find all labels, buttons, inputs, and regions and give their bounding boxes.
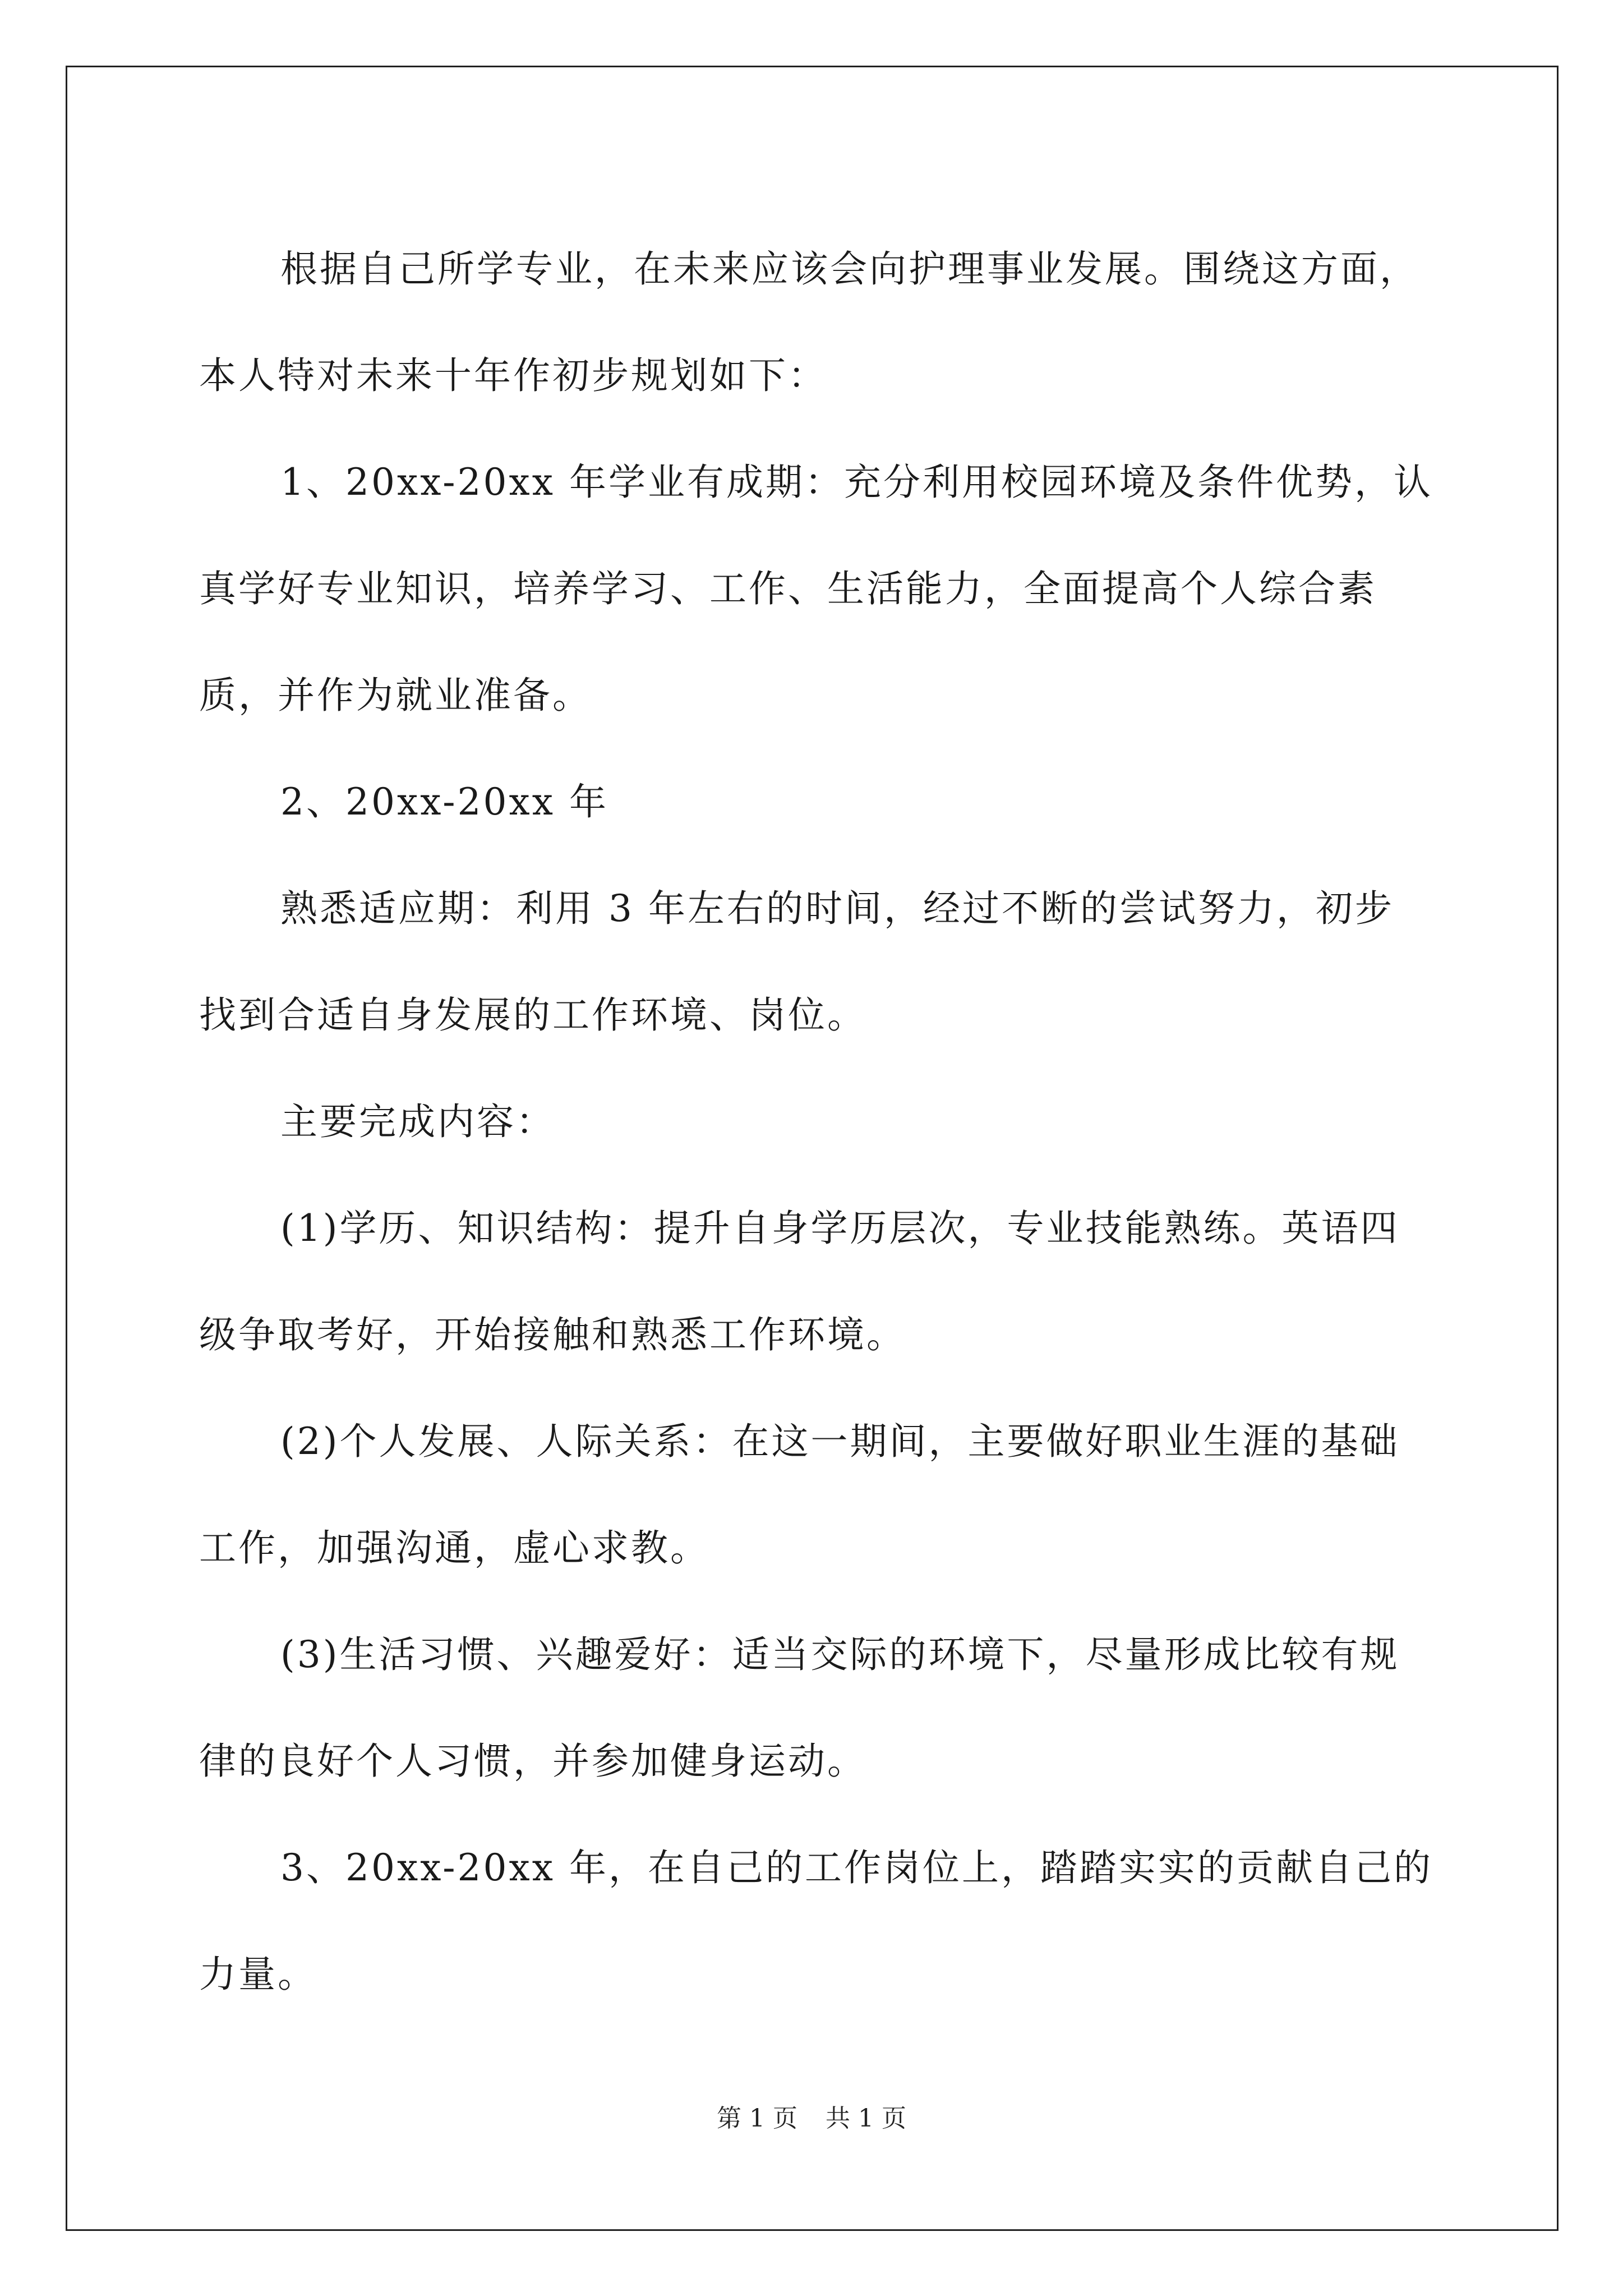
document-body (199, 216, 1433, 2028)
paragraph-item-2: (2)个人发展、人际关系：在这一期间，主要做好职业生涯的基础工作，加强沟通，虚心求教。 (199, 1420, 1400, 1570)
paragraph-phase-1: 1、20xx-20xx 年学业有成期：充分利用校园环境及条件优势，认真学好专业知识，培养学习、工作、生活能力，全面提高个人综合素质，并作为就业准备。 (199, 461, 1433, 717)
paragraph-item-3: (3)生活习惯、兴趣爱好：适当交际的环境下，尽量形成比较有规律的良好个人习惯，并参加健身运动。 (199, 1633, 1400, 1783)
paragraph-item-1: (1)学历、知识结构：提升自身学历层次，专业技能熟练。英语四级争取考好，开始接触和熟悉工作环境。 (199, 1207, 1400, 1356)
paragraph-adaptation-period: 熟悉适应期：利用 3 年左右的时间，经过不断的尝试努力，初步找到合适自身发展的工作环境、岗位。 (199, 887, 1394, 1037)
page-number: 第 1 页 (717, 2104, 797, 2133)
paragraph-intro: 根据自己所学专业，在未来应该会向护理事业发展。围绕这方面，本人特对未来十年作初步规划如下： (199, 247, 1419, 397)
paragraph-phase-2-heading: 2、20xx-20xx 年 (280, 780, 608, 823)
page-footer (0, 2098, 1623, 2134)
paragraph-main-content-heading: 主要完成内容： (280, 1100, 555, 1143)
page-total: 共 1 页 (826, 2104, 906, 2133)
paragraph-phase-3: 3、20xx-20xx 年，在自己的工作岗位上，踏踏实实的贡献自己的力量。 (199, 1846, 1433, 1996)
